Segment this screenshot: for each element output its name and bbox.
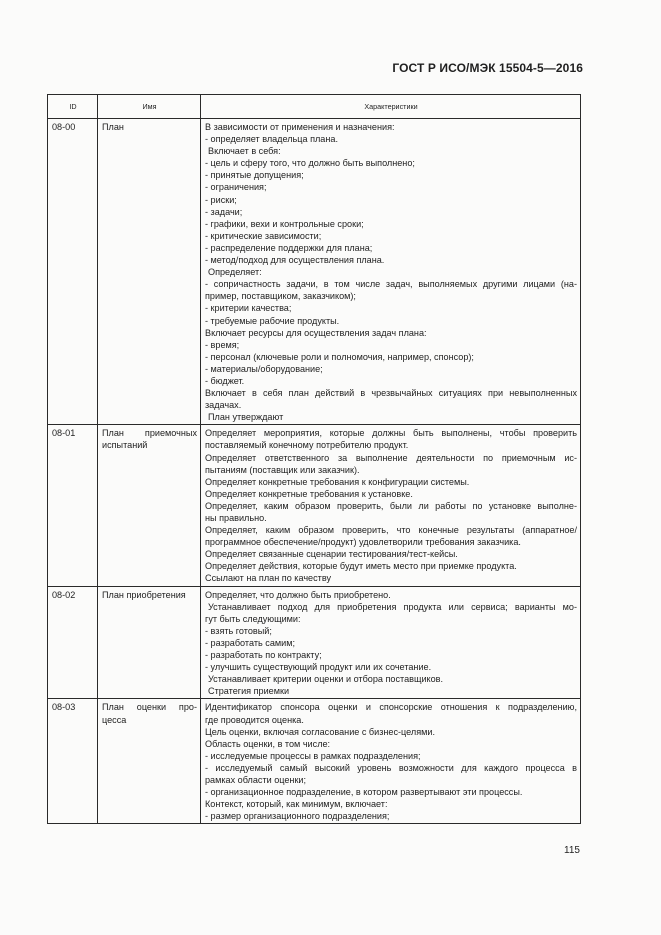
characteristics-line: где проводится оценка.	[205, 714, 304, 725]
characteristics-line: - метод/подход для осуществления плана.	[205, 255, 385, 266]
characteristics-line: - критерии качества;	[205, 303, 292, 314]
row-name-line: План приемочных	[102, 428, 197, 439]
characteristics-line: задачах.	[205, 400, 242, 411]
characteristics-line: - персонал (ключевые роли и полномочия, например, спонсор);	[205, 351, 474, 362]
row-name	[98, 699, 201, 824]
characteristics-line: рамках области оценки;	[205, 774, 307, 785]
characteristics-line: - распределение поддержки для плана;	[205, 242, 373, 253]
characteristics-line: Определяет конкретные требования к установке.	[205, 488, 413, 499]
characteristics-line: - риски;	[205, 194, 237, 205]
table-row	[48, 119, 581, 425]
characteristics-line: - улучшить существующий продукт или их сочетание.	[205, 662, 432, 673]
characteristics-line: ны правильно.	[205, 513, 267, 523]
characteristics-line: - взять готовый;	[205, 625, 272, 636]
characteristics-line: Включает ресурсы для осуществления задач плана:	[205, 327, 427, 338]
characteristics-line: - ограничения;	[205, 182, 267, 193]
row-id: 08-00	[48, 119, 98, 425]
characteristics-line: - цель и сферу того, что должно быть выполнено;	[205, 158, 415, 169]
characteristics-line: гут быть следующими:	[205, 613, 301, 624]
row-name-line: цесса	[102, 714, 127, 725]
column-header-characteristics: Характеристики	[201, 95, 581, 119]
characteristics-line: Определяет мероприятия, которые должны быть выполнены, чтобы проверить	[205, 428, 577, 439]
characteristics-line: Включает в себя план действий в чрезвычайных ситуациях при невыполненных	[205, 388, 577, 399]
characteristics-line: Определяет действия, которые будут иметь место при приемке продукта.	[205, 561, 517, 572]
table-row	[48, 586, 581, 699]
characteristics-line: Область оценки, в том числе:	[205, 738, 331, 749]
characteristics-line: Определяет, что должно быть приобретено.	[205, 589, 391, 600]
characteristics-line: - сопричастность задачи, в том числе задач, выполняемых другими лицами (на-	[205, 279, 577, 290]
characteristics-line: - бюджет.	[205, 375, 245, 386]
characteristics-line: Определяет:	[208, 267, 262, 278]
characteristics-line: программное обеспечение/продукт) удовлетворили требования заказчика.	[205, 537, 521, 548]
characteristics-line: Определяет связанные сценарии тестирования/тест-кейсы.	[205, 549, 458, 560]
characteristics-line: Устанавливает подход для приобретения продукта или сервиса; варианты мо-	[208, 601, 577, 612]
characteristics-line: - организационное подразделение, в котором развертывают эти процессы.	[205, 787, 523, 798]
row-characteristics	[201, 586, 581, 699]
row-name	[98, 425, 201, 586]
characteristics-line: - время;	[205, 339, 240, 350]
row-characteristics	[201, 425, 581, 586]
characteristics-line: - требуемые рабочие продукты.	[205, 315, 340, 326]
characteristics-line: Определяет конкретные требования к конфигурации системы.	[205, 476, 470, 487]
characteristics-line: Устанавливает критерии оценки и отбора поставщиков.	[208, 674, 444, 685]
characteristics-line: - разработать самим;	[205, 637, 295, 648]
row-name-line: План	[102, 122, 124, 132]
row-characteristics	[201, 119, 581, 425]
characteristics-line: Ссылают на план по качеству	[205, 573, 331, 584]
characteristics-line: - разработать по контракту;	[205, 650, 322, 661]
characteristics-line: пример, поставщиком, заказчиком);	[205, 291, 356, 302]
column-header-id: ID	[48, 95, 98, 119]
characteristics-line: - определяет владельца плана.	[205, 134, 338, 145]
row-name-line: План приобретения	[102, 589, 186, 600]
table-row	[48, 425, 581, 586]
row-name	[98, 586, 201, 699]
characteristics-line: - задачи;	[205, 206, 243, 217]
row-characteristics	[201, 699, 581, 824]
characteristics-line: пытаниям (поставщик или заказчик).	[205, 464, 360, 475]
characteristics-line: - материалы/оборудование;	[205, 363, 323, 374]
row-name-line: испытаний	[102, 440, 148, 451]
row-id: 08-03	[48, 699, 98, 824]
characteristics-line: - исследуемые процессы в рамках подразделения;	[205, 750, 421, 761]
table-header-row	[48, 95, 581, 119]
characteristics-line: - размер организационного подразделения;	[205, 811, 390, 822]
characteristics-line: План утверждают	[208, 412, 284, 423]
characteristics-line: Цель оценки, включая согласование с бизнес-целями.	[205, 726, 435, 737]
characteristics-line: Стратегия приемки	[208, 686, 290, 697]
table-row	[48, 699, 581, 824]
characteristics-table	[47, 94, 581, 824]
row-id: 08-01	[48, 425, 98, 586]
characteristics-line: Идентификатор спонсора оценки и спонсорские отношения к подразделению,	[205, 702, 577, 713]
characteristics-line: - критические зависимости;	[205, 230, 322, 241]
row-name-line: План оценки про-	[102, 702, 197, 713]
characteristics-line: поставляемый конечному потребителю продукт.	[205, 440, 409, 451]
characteristics-line: - исследуемый самый высокий уровень возможности для каждого процесса в	[205, 762, 577, 773]
characteristics-line: Определяет, каким образом проверить, были ли работы по установке выполне-	[205, 500, 577, 511]
characteristics-line: - графики, вехи и контрольные сроки;	[205, 218, 364, 229]
characteristics-line: В зависимости от применения и назначения:	[205, 122, 395, 132]
page-number: 115	[564, 845, 580, 856]
characteristics-line: Включает в себя:	[208, 146, 281, 157]
characteristics-line: Контекст, который, как минимум, включает:	[205, 799, 388, 810]
row-id: 08-02	[48, 586, 98, 699]
characteristics-line: Определяет, каким образом проверить, что конечные результаты (аппаратное/	[205, 525, 577, 536]
characteristics-line: - принятые допущения;	[205, 170, 304, 181]
column-header-name: Имя	[98, 95, 201, 119]
characteristics-line: Определяет ответственного за выполнение деятельности по приемочным ис-	[205, 452, 577, 463]
document-header: ГОСТ Р ИСО/МЭК 15504-5—2016	[392, 61, 583, 75]
row-name	[98, 119, 201, 425]
